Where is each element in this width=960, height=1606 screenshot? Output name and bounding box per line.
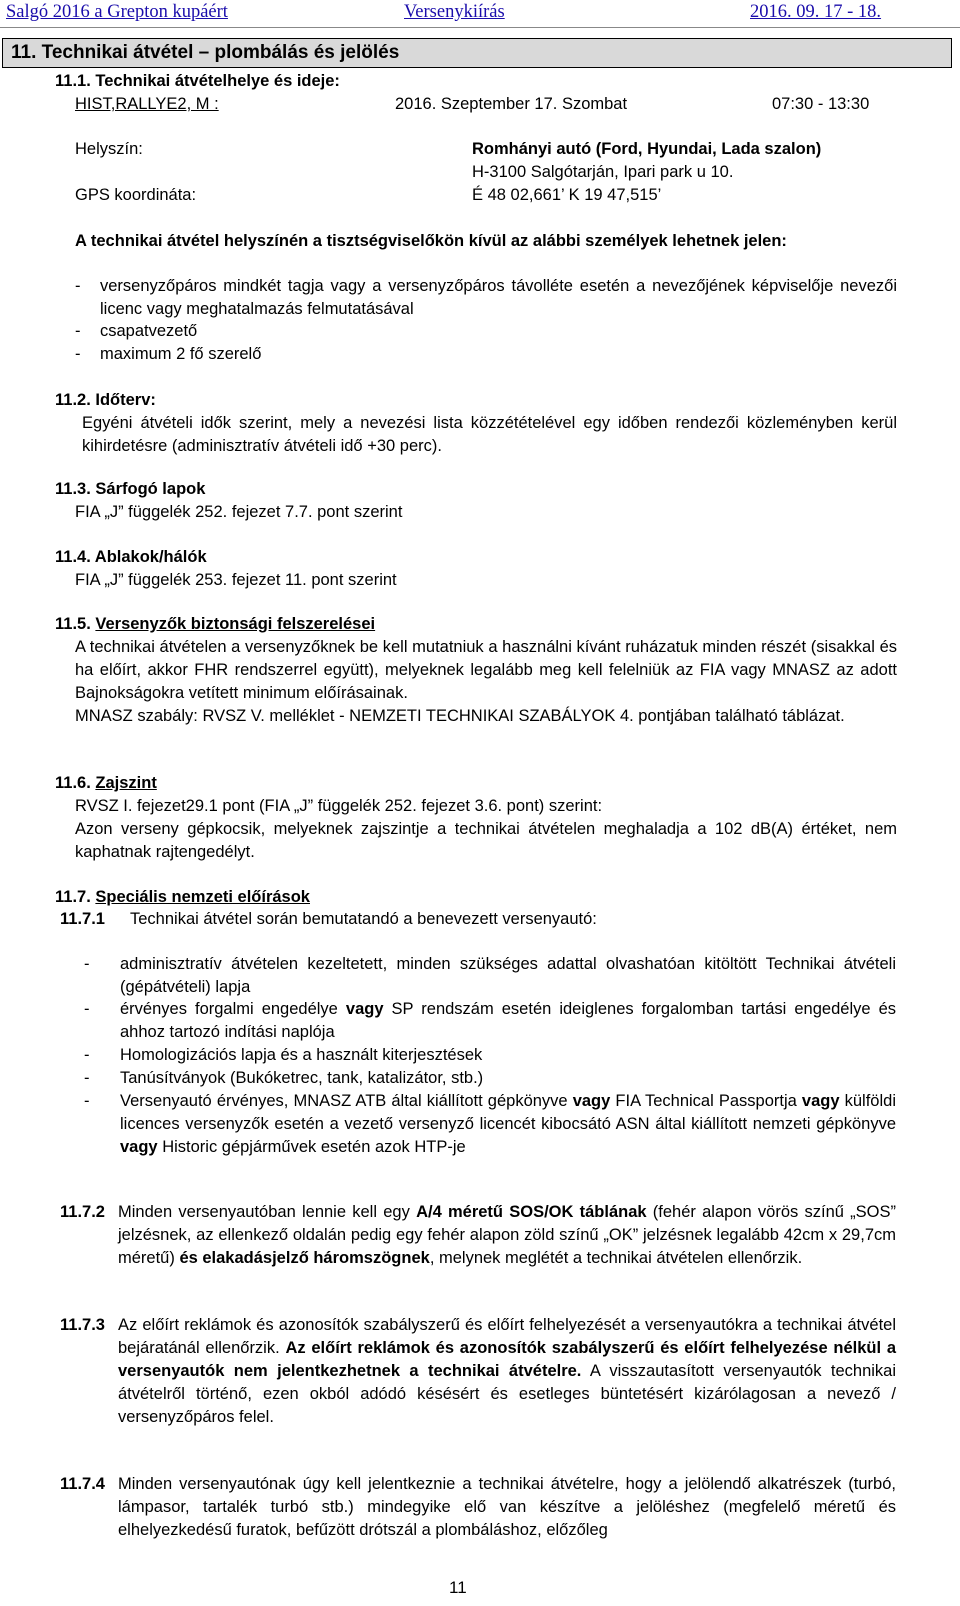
gps-value: É 48 02,661’ K 19 47,515’ xyxy=(472,186,662,204)
s1-date: 2016. Szeptember 17. Szombat xyxy=(395,95,628,113)
persons-intro: A technikai átvétel helyszínén a tisztségviselőkön kívül az alábbi személyek lehetnek jelen: xyxy=(75,232,787,250)
list-item: - adminisztratív átvételen kezeltetett, minden szükséges adattal olvashatóan kitöltött Technikai átvételi (gépátvételi) lapja xyxy=(84,955,896,996)
header-date-link[interactable]: 2016. 09. 17 - 18. xyxy=(750,2,882,22)
s2-text: Egyéni átvételi idők szerint, mely a nevezési lista közzétételével egy időben rendezői közleményben kerül kihirdetésre (adminisztratív átvételi idő +30 perc). xyxy=(82,414,897,455)
header-rule xyxy=(0,27,960,28)
s3-heading: 11.3. Sárfogó lapok xyxy=(55,480,206,498)
s1-time: 07:30 - 13:30 xyxy=(772,95,870,113)
list-item: - Homologizációs lapja és a használt kiterjesztések xyxy=(84,1046,483,1064)
list-item: - csapatvezető xyxy=(75,322,198,340)
s6-text: Azon verseny gépkocsik, melyeknek zajszintje a technikai átvételen meghaladja a 102 dB(A) értéket, nem kaphatnak rajtengedélyt. xyxy=(75,820,897,861)
s5-text: A technikai átvételen a versenyzőknek be kell mutatniuk a használni kívánt ruházatuk minden részét (sisakkal és ha előírt, akkor FHR rendszerrel együtt), melyeknek legalább meg kell felelniük az FIA vagy MNASZ az adott Bajnokságokra vetített minimum előírásainak. MNASZ szabály: RVSZ V. melléklet - NEMZETI TECHNIKAI SZABÁLYOK 4. pontjában található táblázat. xyxy=(75,638,897,725)
s1-class: HIST,RALLYE2, M : xyxy=(75,95,219,113)
header-doc-link[interactable]: Versenykiírás xyxy=(404,2,505,22)
s7-1-number: 11.7.1 xyxy=(60,910,105,928)
section-heading: 11. Technikai átvétel – plombálás és jelölés xyxy=(11,42,400,63)
s1-title: 11.1. Technikai átvételhelye és ideje: xyxy=(55,72,340,90)
location-address: H-3100 Salgótarján, Ipari park u 10. xyxy=(472,163,734,181)
page-number: 11 xyxy=(449,1578,467,1597)
s3-text: FIA „J” függelék 252. fejezet 7.7. pont szerint xyxy=(75,503,403,521)
car-documents-list xyxy=(84,953,896,1181)
s2-heading: 11.2. Időterv: xyxy=(55,391,156,409)
list-item: - versenyzőpáros mindkét tagja vagy a versenyzőpáros távolléte esetén a nevezőjének képviselője nevezői licenc vagy meghatalmazás felmutatásával xyxy=(75,277,897,318)
s7-3-number: 11.7.3 xyxy=(60,1316,105,1334)
s4-heading: 11.4. Ablakok/hálók xyxy=(55,548,207,566)
list-item: - érvényes forgalmi engedélye vagy SP rendszám esetén ideiglenes forgalomban tartási engedélye és ahhoz tartozó indítási naplója xyxy=(84,1000,896,1041)
persons-list xyxy=(75,275,897,363)
running-header xyxy=(0,0,960,28)
s7-3-text: Az előírt reklámok és azonosítók szabályszerű és előírt felhelyezését a versenyautókra a technikai átvétel bejáratánál ellenőrzik. Az előírt reklámok és azonosítók szabályszerű és előírt felhelyezése nélkül a versenyautók nem jelentkezhetnek a technikai átvételre. A visszautasított versenyautók technikai átvételről történő, ezen okból adódó késésért és esetleges büntetésért kizárólagosan a nevező / versenyzőpáros felel. xyxy=(118,1316,896,1426)
section-heading-box xyxy=(2,38,952,68)
list-item: - Versenyautó érvényes, MNASZ ATB által kiállított gépkönyve vagy FIA Technical Passportja vagy külföldi licences versenyzők esetén a vezető versenyző licencét kibocsátó ASN által kiállított nemzeti gépkönyve vagy Historic gépjárművek esetén azok HTP-je xyxy=(84,1092,896,1156)
s5-heading: 11.5. Versenyzők biztonsági felszerelései xyxy=(55,615,376,633)
s7-4-number: 11.7.4 xyxy=(60,1475,105,1493)
list-item: - Tanúsítványok (Bukóketrec, tank, katalizátor, stb.) xyxy=(84,1069,484,1087)
s7-heading: 11.7. Speciális nemzeti előírások xyxy=(55,888,310,906)
location-name: Romhányi autó (Ford, Hyundai, Lada szalon) xyxy=(472,140,822,158)
list-item: - maximum 2 fő szerelő xyxy=(75,345,262,363)
s4-text: FIA „J” függelék 253. fejezet 11. pont szerint xyxy=(75,571,397,589)
gps-label: GPS koordináta: xyxy=(75,186,197,204)
s7-4-text: Minden versenyautónak úgy kell jelentkeznie a technikai átvételre, hogy a jelölendő alkatrészek (turbó, lámpasor, tartalék turbó stb.) mindegyike elő van készítve a jelöléshez (megfelelő méretű és elhelyezkedésű furatok, befűzött drótszál a plombáláshoz, előzőleg xyxy=(118,1475,896,1539)
location-label: Helyszín: xyxy=(75,140,143,158)
s7-2-text: Minden versenyautóban lennie kell egy A/4 méretű SOS/OK táblának (fehér alapon vörös színű „SOS” jelzésnek, az ellenkező oldalán pedig egy fehér alapon zöld színű „OK” jelzésnek legalább 42cm x 29,7cm méretű) és elakadásjelző háromszögnek, melynek meglétét a technikai átvételen ellenőrzik. xyxy=(118,1203,896,1267)
s7-2-number: 11.7.2 xyxy=(60,1203,105,1221)
s6-heading: 11.6. Zajszint xyxy=(55,774,157,792)
header-title-link[interactable]: Salgó 2016 a Grepton kupáért xyxy=(6,2,228,22)
s6-ref: RVSZ I. fejezet29.1 pont (FIA „J” függelék 252. fejezet 3.6. pont) szerint: xyxy=(75,797,603,815)
s7-1-text: Technikai átvétel során bemutatandó a benevezett versenyautó: xyxy=(130,910,597,928)
